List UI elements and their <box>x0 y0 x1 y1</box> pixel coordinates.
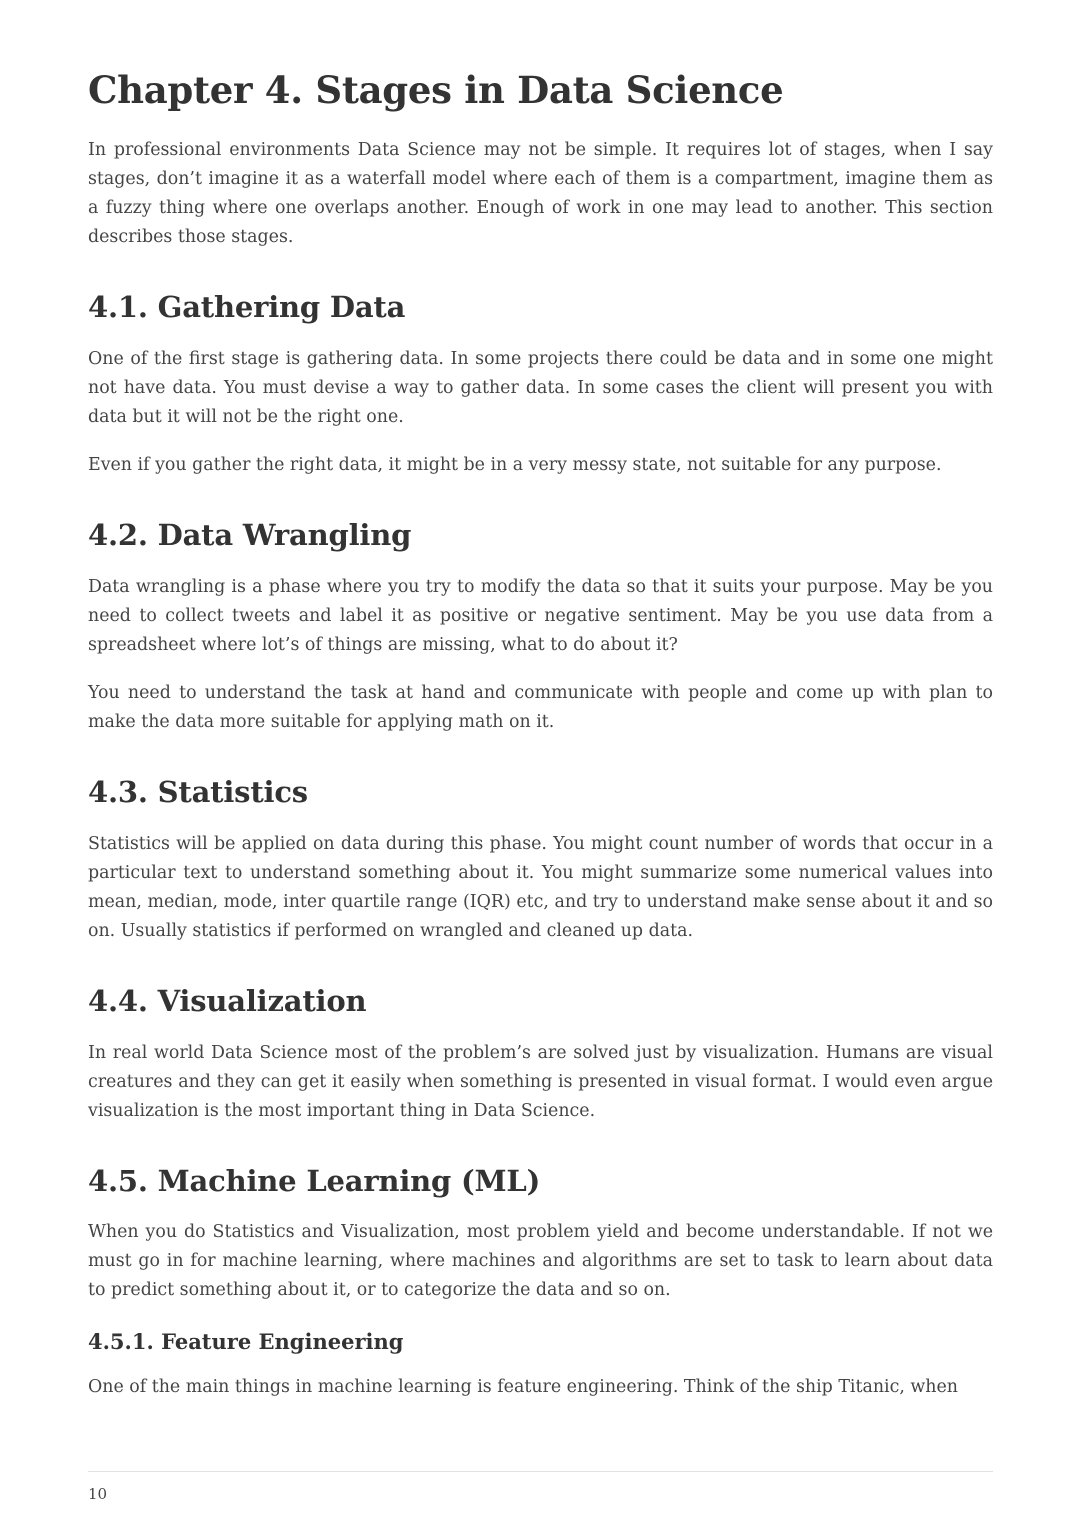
chapter-intro: In professional environments Data Science may not be simple. It requires lot of stages, when I say stages, don’t imagine it as a waterfall model where each of them is a compartment, imagine them as a fuzzy thing where one overlaps another. Enough of work in one may lead to another. This section describes those stages. <box>88 140 993 248</box>
paragraph: Even if you gather the right data, it might be in a very messy state, not suitable for any purpose. <box>88 455 942 476</box>
chapter-title: Chapter 4. Stages in Data Science <box>88 68 784 112</box>
paragraph: You need to understand the task at hand and communicate with people and come up with plan to make the data more suitable for applying math on it. <box>88 682 993 732</box>
paragraph: In real world Data Science most of the problem’s are solved just by visualization. Humans are visual creatures and they can get it easily when something is presented in visual format. I would even argue visualization is the most important thing in Data Science. <box>88 1042 993 1121</box>
section-visualization <box>88 984 993 1126</box>
section-heading: 4.1. Gathering Data <box>88 290 406 325</box>
footer-divider <box>88 1471 993 1472</box>
section-heading: 4.5. Machine Learning (ML) <box>88 1163 541 1198</box>
subsection-heading: 4.5.1. Feature Engineering <box>88 1329 404 1355</box>
section-statistics <box>88 775 993 946</box>
section-heading: 4.4. Visualization <box>88 983 367 1018</box>
document-page <box>88 60 993 1421</box>
section-data-wrangling <box>88 518 993 737</box>
paragraph: Statistics will be applied on data during this phase. You might count number of words that occur in a particular text to understand something about it. You might summarize some numerical values into mean, median, mode, inter quartile range (IQR) etc, and try to understand make sense about it and so on. Usually statistics if performed on wrangled and cleaned up data. <box>88 833 993 941</box>
section-heading: 4.2. Data Wrangling <box>88 518 412 553</box>
paragraph: When you do Statistics and Visualization, most problem yield and become understandable. If not we must go in for machine learning, where machines and algorithms are set to task to learn about data to predict something about it, or to categorize the data and so on. <box>88 1222 993 1301</box>
paragraph: One of the main things in machine learning is feature engineering. Think of the ship Titanic, when <box>88 1376 958 1397</box>
section-gathering-data <box>88 290 993 480</box>
section-machine-learning <box>88 1164 993 1402</box>
page-number: 10 <box>88 1485 108 1503</box>
paragraph: One of the first stage is gathering data. In some projects there could be data and in some one might not have data. You must devise a way to gather data. In some cases the client will present you with data but it will not be the right one. <box>88 349 993 428</box>
paragraph: Data wrangling is a phase where you try to modify the data so that it suits your purpose. May be you need to collect tweets and label it as positive or negative sentiment. May be you use data from a spreadsheet where lot’s of things are missing, what to do about it? <box>88 576 993 655</box>
subsection-feature-engineering <box>88 1329 993 1401</box>
section-heading: 4.3. Statistics <box>88 774 308 809</box>
